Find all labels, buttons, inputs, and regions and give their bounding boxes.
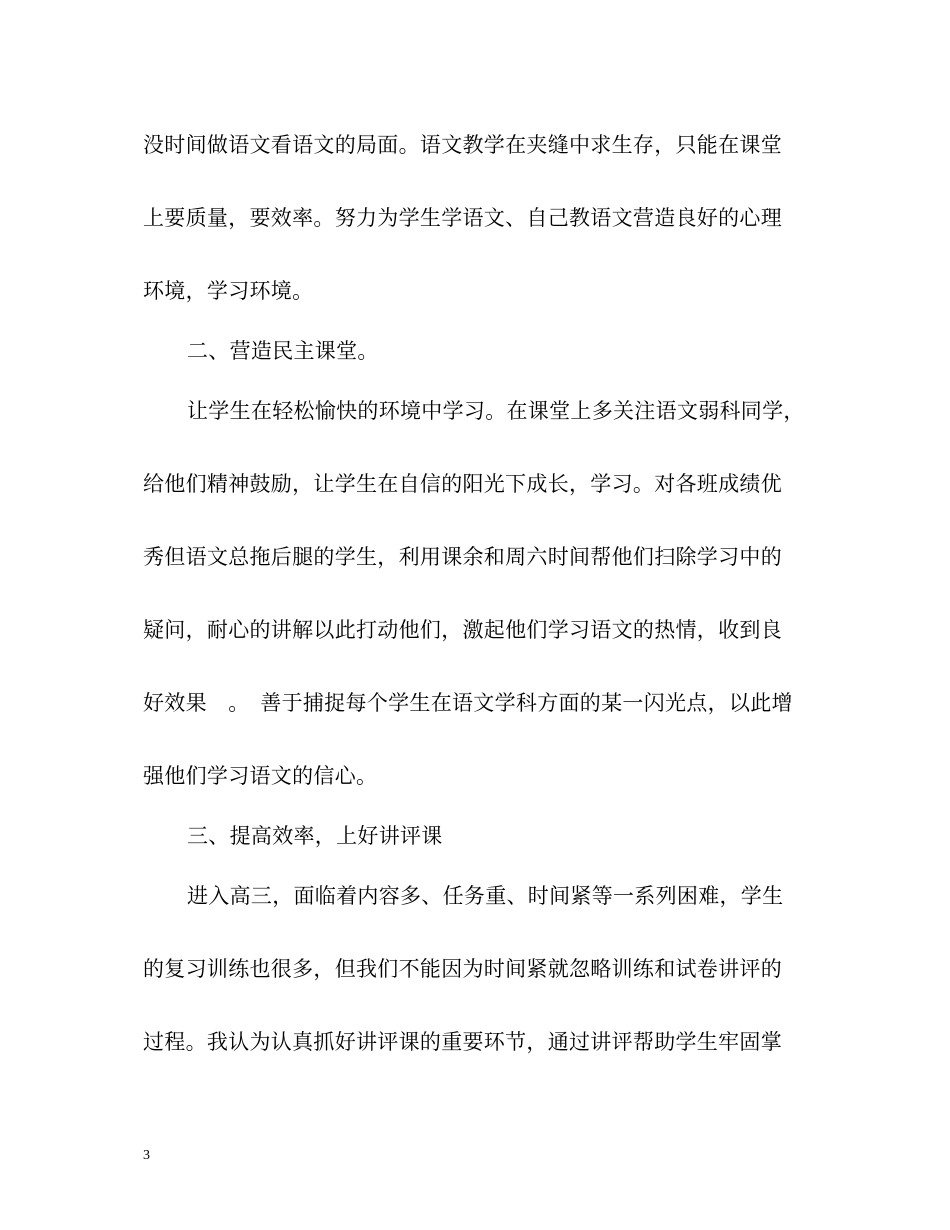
text-line: 没时间做语文看语文的局面。语文教学在夹缝中求生存，只能在课堂 (143, 133, 782, 157)
text-line: 过程。我认为认真抓好讲评课的重要环节，通过讲评帮助学生牢固掌 (143, 1030, 782, 1054)
text-line: 进入高三，面临着内容多、任务重、时间紧等一系列困难，学生 (187, 884, 784, 908)
text-line: 疑问，耐心的讲解以此打动他们，激起他们学习语文的热情，收到良 (143, 618, 782, 642)
section-heading: 二、营造民主课堂。 (187, 339, 379, 363)
text-line: 的复习训练也很多，但我们不能因为时间紧就忽略训练和试卷讲评的 (143, 957, 782, 981)
text-line: 强他们学习语文的信心。 (143, 764, 378, 788)
text-line: 环境，学习环境。 (143, 279, 314, 303)
text-line: 好效果 。 善于捕捉每个学生在语文学科方面的某一闪光点，以此增 (143, 691, 793, 715)
text-line: 秀但语文总拖后腿的学生，利用课余和周六时间帮他们扫除学习中的 (143, 545, 782, 569)
section-heading: 三、提高效率，上好讲评课 (187, 824, 443, 848)
text-line: 给他们精神鼓励，让学生在自信的阳光下成长，学习。对各班成绩优 (143, 472, 782, 496)
text-line: 让学生在轻松愉快的环境中学习。在课堂上多关注语文弱科同学， (187, 399, 805, 423)
page-number: 3 (143, 1148, 150, 1163)
text-line: 上要质量，要效率。努力为学生学语文、自己教语文营造良好的心理 (143, 206, 782, 230)
